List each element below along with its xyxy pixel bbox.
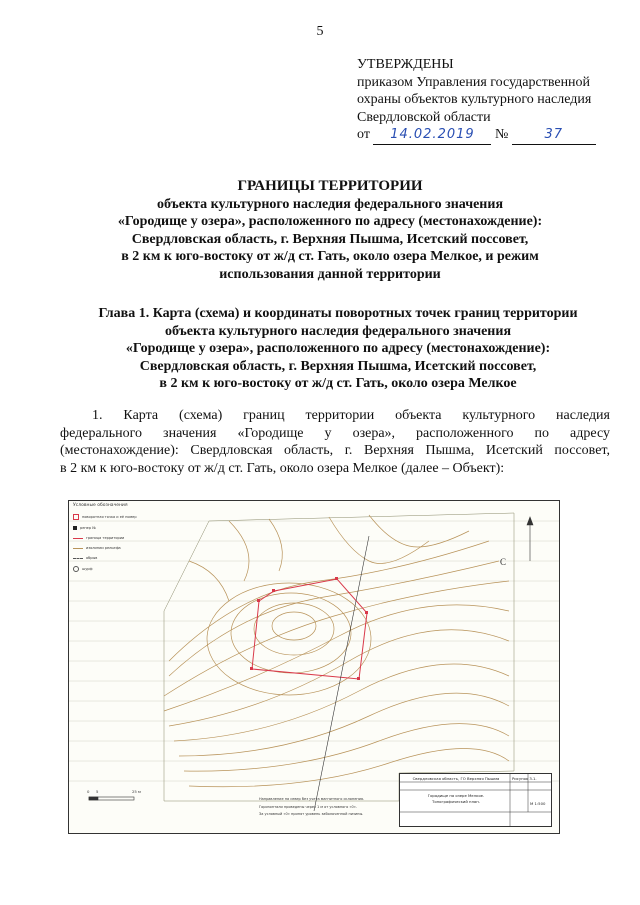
title-line-6: использования данной территории	[219, 266, 441, 282]
legend-title: Условные обозначения	[73, 503, 128, 508]
stamp-org: Свердловская область, ГО Верхняя Пышма	[412, 776, 500, 781]
legend-item: репер №	[73, 526, 193, 530]
chapter-line-3: «Городище у озера», расположенного по адресу (местонахождение):	[125, 341, 551, 357]
legend-item: поворотная точка и её номер	[73, 514, 193, 520]
legend-item: шурф	[73, 566, 193, 572]
legend-item: изолинии рельефа	[73, 546, 193, 550]
map-note-3: За условный «0» принят уровень заболоченной низины.	[259, 812, 364, 816]
scale-mid: 5	[96, 789, 99, 794]
paragraph-line-1: 1. Карта (схема) границ территории объекта культурного наследия	[92, 408, 610, 423]
chapter-line-1: Глава 1. Карта (схема) и координаты поворотных точек границ территории	[98, 306, 578, 321]
approval-block	[357, 56, 627, 145]
number-label: №	[494, 127, 509, 143]
page-number: 5	[316, 24, 324, 39]
scale-start: 0	[87, 789, 90, 794]
legend-item: обрыв	[73, 556, 193, 560]
title-line-3: «Городище у озера», расположенного по адресу (местонахождение):	[117, 214, 543, 230]
map-note-2: Горизонтали проведены через 1 м от условного «0».	[259, 805, 358, 809]
stamp-scale: М 1:500	[530, 801, 546, 806]
paragraph-line-4: в 2 км к юго-востоку от ж/д ст. Гать, около озера Мелкое (далее – Объект):	[60, 460, 505, 476]
legend-item: граница территории	[73, 536, 193, 540]
approval-line-2: приказом Управления государственной	[357, 74, 591, 90]
approval-number: 37	[512, 126, 596, 145]
paragraph-line-2: федерального значения «Городище у озера», расположенного по адресу	[60, 425, 610, 441]
approval-date-row	[357, 126, 627, 145]
approval-line-4: Свердловской области	[357, 109, 491, 125]
from-label: от	[357, 127, 370, 143]
chapter-line-2: объекта культурного наследия федерального значения	[164, 323, 512, 339]
approval-line-3: охраны объектов культурного наследия	[357, 92, 592, 108]
chapter-heading	[70, 305, 606, 393]
chapter-line-5: в 2 км к юго-востоку от ж/д ст. Гать, около озера Мелкое	[159, 376, 517, 392]
title-line-5: в 2 км к юго-востоку от ж/д ст. Гать, около озера Мелкое, и режим	[121, 249, 539, 265]
north-label: С	[500, 557, 507, 567]
scale-end: 25 м	[132, 789, 141, 794]
document-title	[70, 178, 590, 284]
body-paragraph	[60, 407, 610, 477]
title-line-2: объекта культурного наследия федерального значения	[156, 196, 504, 212]
title-heading: ГРАНИЦЫ ТЕРРИТОРИИ	[237, 178, 423, 194]
map-legend	[73, 503, 193, 683]
title-line-4: Свердловская область, г. Верхняя Пышма, Исетский поссовет,	[131, 231, 529, 247]
topographic-map	[68, 500, 560, 834]
stamp-sheet: Рисунок 3.1.	[512, 776, 537, 781]
map-note-1: Направление на север без учета магнитного склонения.	[259, 797, 365, 801]
stamp-object: Городище на озере Мелкое.	[427, 793, 485, 798]
stamp-plan: Топографический план.	[432, 799, 480, 804]
approval-line-1: УТВЕРЖДЕНЫ	[357, 57, 454, 72]
title-stamp	[399, 773, 552, 827]
paragraph-line-3: (местонахождение): Свердловская область, г. Верхняя Пышма, Исетский поссовет,	[60, 443, 610, 459]
approval-date: 14.02.2019	[373, 126, 491, 145]
chapter-line-4: Свердловская область, г. Верхняя Пышма, Исетский поссовет,	[139, 358, 537, 374]
